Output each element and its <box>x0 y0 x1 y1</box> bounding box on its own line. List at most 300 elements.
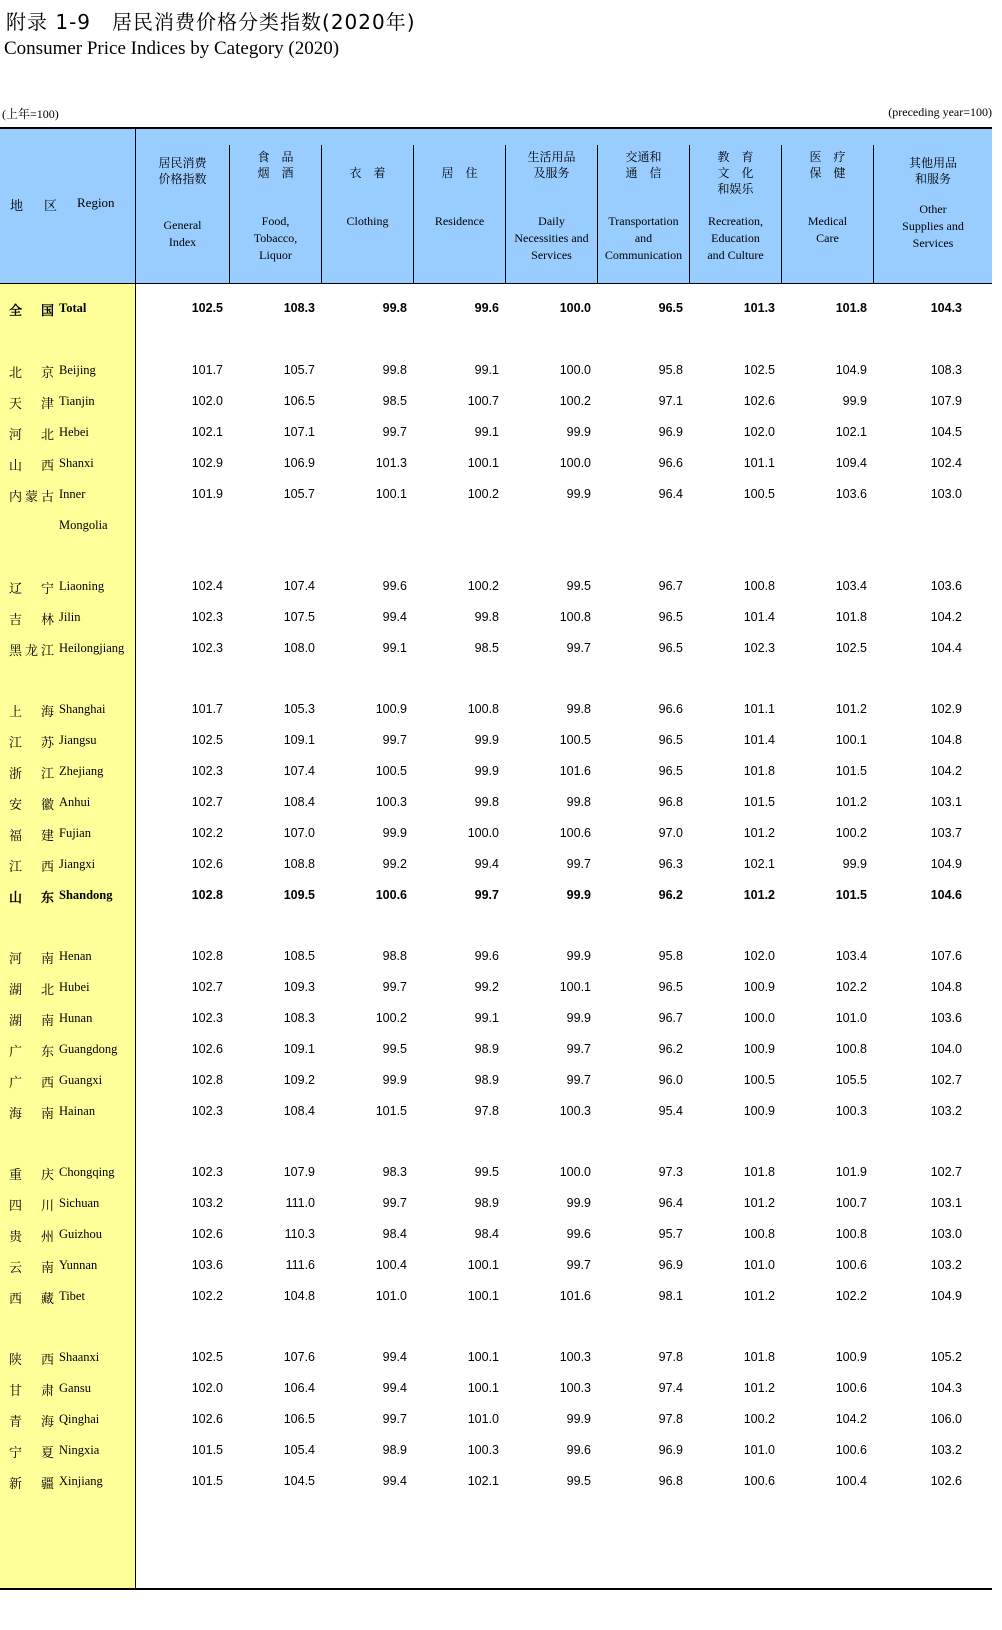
table-cell: 100.6 <box>835 1258 867 1272</box>
table-cell: 99.5 <box>474 1165 499 1179</box>
table-cell: 104.0 <box>930 1042 962 1056</box>
table-row <box>0 724 992 755</box>
table-cell: 104.4 <box>930 641 962 655</box>
table-cell: 102.7 <box>930 1165 962 1179</box>
table-cell: 100.1 <box>467 1289 499 1303</box>
table-row <box>0 1280 992 1311</box>
table-cell: 100.0 <box>559 1165 591 1179</box>
table-cell: 99.9 <box>474 764 499 778</box>
table-cell: 102.8 <box>191 1073 223 1087</box>
header-col-1 <box>229 145 321 283</box>
table-cell: 96.2 <box>658 888 683 902</box>
table-cell: 97.3 <box>658 1165 683 1179</box>
table-cell: 111.6 <box>285 1258 315 1272</box>
region-name-en: Sichuan <box>59 1196 100 1210</box>
table-cell: 101.5 <box>743 795 775 809</box>
table-cell: 103.2 <box>191 1196 223 1210</box>
table-cell: 102.5 <box>191 301 223 315</box>
table-cell: 99.4 <box>474 857 499 871</box>
table-cell: 100.3 <box>375 795 407 809</box>
table-cell: 99.7 <box>382 1196 407 1210</box>
table-cell: 99.7 <box>382 1412 407 1426</box>
table-cell: 102.0 <box>743 425 775 439</box>
table-cell: 102.0 <box>191 394 223 408</box>
table-cell: 108.3 <box>930 363 962 377</box>
table-cell: 100.1 <box>559 980 591 994</box>
table-cell: 102.6 <box>930 1474 962 1488</box>
table-cell: 102.3 <box>191 641 223 655</box>
table-cell: 100.0 <box>559 456 591 470</box>
table-cell: 99.9 <box>842 394 867 408</box>
table-cell: 96.2 <box>658 1042 683 1056</box>
table-cell: 102.3 <box>743 641 775 655</box>
table-cell: 96.0 <box>658 1073 683 1087</box>
table-cell: 100.2 <box>467 487 499 501</box>
table-cell: 99.4 <box>382 1350 407 1364</box>
header-col-0 <box>136 129 229 283</box>
header-col-3 <box>413 145 505 283</box>
unit-note-cn: (上年=100) <box>2 107 59 121</box>
table-cell: 107.1 <box>283 425 315 439</box>
table-cell: 103.6 <box>930 1011 962 1025</box>
table-row <box>0 817 992 848</box>
table-cell: 100.0 <box>743 1011 775 1025</box>
header-col-cn: 居 住 <box>441 166 478 180</box>
table-cell: 100.6 <box>375 888 407 902</box>
table-cell: 111.0 <box>285 1196 315 1210</box>
region-name-en: Ningxia <box>59 1443 100 1457</box>
table-cell: 106.4 <box>283 1381 315 1395</box>
region-name-en: Zhejiang <box>59 764 104 778</box>
table-row <box>0 786 992 817</box>
table-cell: 101.0 <box>835 1011 867 1025</box>
region-name-cn: 辽 宁 <box>9 582 58 597</box>
region-name-cn: 浙 江 <box>9 767 58 782</box>
table-cell: 99.9 <box>382 1073 407 1087</box>
table-cell: 103.0 <box>930 1227 962 1241</box>
unit-note-en: (preceding year=100) <box>888 105 992 119</box>
table-cell: 99.9 <box>566 425 591 439</box>
table-cell: 108.8 <box>283 857 315 871</box>
table-cell: 96.6 <box>658 702 683 716</box>
header-col-en: Food, Tobacco, Liquor <box>253 214 298 262</box>
table-cell: 102.9 <box>191 456 223 470</box>
table-cell: 96.5 <box>658 301 683 315</box>
table-cell: 99.8 <box>474 795 499 809</box>
table-row <box>0 1218 992 1249</box>
table-cell: 101.7 <box>191 702 223 716</box>
table-cell: 100.1 <box>467 456 499 470</box>
table-cell: 102.1 <box>467 1474 499 1488</box>
table-cell: 101.9 <box>835 1165 867 1179</box>
region-name-cn: 河 北 <box>9 428 58 443</box>
table-cell: 103.1 <box>930 795 962 809</box>
table-cell: 101.8 <box>743 764 775 778</box>
region-name-cn: 江 苏 <box>9 736 58 751</box>
table-cell: 101.5 <box>375 1104 407 1118</box>
region-name-cn: 陕 西 <box>9 1353 58 1368</box>
table-row <box>0 354 992 385</box>
table-cell: 101.8 <box>835 610 867 624</box>
table-row <box>0 478 992 509</box>
table-cell: 103.0 <box>930 487 962 501</box>
header-col-en: Recreation, Education and Culture <box>707 214 764 262</box>
table-cell: 101.5 <box>191 1443 223 1457</box>
table-cell: 99.8 <box>566 795 591 809</box>
table-cell: 97.8 <box>474 1104 499 1118</box>
table-cell: 100.1 <box>467 1381 499 1395</box>
table-cell: 99.4 <box>382 1381 407 1395</box>
region-name-en: Inner <box>59 487 86 501</box>
region-name-cn: 云 南 <box>9 1261 58 1276</box>
page-title-en: Consumer Price Indices by Category (2020) <box>4 38 340 59</box>
table-cell: 105.3 <box>283 702 315 716</box>
table-cell: 108.3 <box>283 301 315 315</box>
table-cell: 98.4 <box>382 1227 407 1241</box>
table-cell: 100.2 <box>743 1412 775 1426</box>
table-cell: 106.5 <box>283 394 315 408</box>
table-cell: 100.6 <box>835 1443 867 1457</box>
table-cell: 97.8 <box>658 1412 683 1426</box>
region-name-cn: 青 海 <box>9 1415 58 1430</box>
table-cell: 95.4 <box>658 1104 683 1118</box>
table-cell: 102.3 <box>191 764 223 778</box>
table-cell: 110.3 <box>284 1227 315 1241</box>
table-cell: 96.3 <box>658 857 683 871</box>
table-cell: 99.1 <box>382 641 407 655</box>
table-cell: 101.2 <box>743 826 775 840</box>
table-cell: 109.1 <box>283 1042 315 1056</box>
table-cell: 99.8 <box>566 702 591 716</box>
table-cell: 99.7 <box>566 857 591 871</box>
region-name-en: Mongolia <box>59 518 108 532</box>
table-cell: 100.1 <box>467 1258 499 1272</box>
region-name-en: Beijing <box>59 363 96 377</box>
table-cell: 100.8 <box>835 1042 867 1056</box>
header-region-cn: 地 区 <box>10 199 62 214</box>
table-cell: 109.5 <box>283 888 315 902</box>
table-cell: 98.9 <box>474 1196 499 1210</box>
table-cell: 105.4 <box>283 1443 315 1457</box>
table-cell: 95.8 <box>658 949 683 963</box>
table-cell: 100.2 <box>375 1011 407 1025</box>
table-cell: 100.8 <box>467 702 499 716</box>
table-cell: 100.0 <box>559 301 591 315</box>
table-cell: 108.4 <box>283 795 315 809</box>
table-cell: 101.4 <box>743 610 775 624</box>
region-name-cn: 吉 林 <box>9 613 58 628</box>
table-cell: 104.9 <box>930 857 962 871</box>
table-cell: 100.3 <box>835 1104 867 1118</box>
table-cell: 99.7 <box>566 641 591 655</box>
table-cell: 99.7 <box>566 1042 591 1056</box>
region-name-en: Xinjiang <box>59 1474 103 1488</box>
table-cell: 101.4 <box>743 733 775 747</box>
table-cell: 101.0 <box>743 1258 775 1272</box>
table-cell: 101.2 <box>835 795 867 809</box>
header-col-cn: 居民消费 价格指数 <box>158 156 207 186</box>
table-cell: 100.0 <box>467 826 499 840</box>
region-name-en: Hebei <box>59 425 89 439</box>
table-cell: 97.1 <box>658 394 683 408</box>
table-cell: 103.2 <box>930 1443 962 1457</box>
header-col-en: Daily Necessities and Services <box>514 214 589 262</box>
table-cell: 105.2 <box>930 1350 962 1364</box>
header-col-cn: 医 疗 保 健 <box>809 150 846 180</box>
table-cell: 96.7 <box>658 579 683 593</box>
table-cell: 104.9 <box>930 1289 962 1303</box>
table-cell: 103.7 <box>930 826 962 840</box>
table-cell: 100.7 <box>835 1196 867 1210</box>
table-cell: 105.7 <box>283 363 315 377</box>
region-name-en: Gansu <box>59 1381 91 1395</box>
table-cell: 103.4 <box>835 579 867 593</box>
region-name-cn: 北 京 <box>9 366 58 381</box>
region-name-cn: 湖 南 <box>9 1014 58 1029</box>
table-cell: 96.8 <box>658 795 683 809</box>
table-row <box>0 570 992 601</box>
table-cell: 102.5 <box>191 1350 223 1364</box>
table-row <box>0 632 992 663</box>
table-cell: 98.8 <box>382 949 407 963</box>
table-cell: 101.1 <box>743 702 775 716</box>
table-cell: 100.8 <box>559 610 591 624</box>
table-cell: 104.3 <box>930 1381 962 1395</box>
table-cell: 101.8 <box>743 1165 775 1179</box>
region-name-en: Hainan <box>59 1104 96 1118</box>
table-cell: 100.6 <box>743 1474 775 1488</box>
region-name-en: Hunan <box>59 1011 93 1025</box>
region-name-cn: 新 疆 <box>9 1477 58 1492</box>
table-cell: 107.6 <box>930 949 962 963</box>
table-cell: 99.6 <box>474 301 499 315</box>
table-cell: 99.7 <box>382 733 407 747</box>
region-name-en: Total <box>59 301 87 315</box>
table-cell: 101.3 <box>375 456 407 470</box>
table-cell: 101.0 <box>375 1289 407 1303</box>
region-name-en: Shaanxi <box>59 1350 100 1364</box>
table-header <box>136 129 992 284</box>
table-row <box>0 971 992 1002</box>
header-col-2 <box>321 145 413 283</box>
table-cell: 101.7 <box>191 363 223 377</box>
table-cell: 100.9 <box>375 702 407 716</box>
table-cell: 100.8 <box>835 1227 867 1241</box>
table-cell: 100.6 <box>559 826 591 840</box>
table-cell: 104.6 <box>930 888 962 902</box>
header-col-en: Residence <box>434 214 485 228</box>
table-cell: 103.1 <box>930 1196 962 1210</box>
table-cell: 99.1 <box>474 1011 499 1025</box>
header-col-cn: 食 品 烟 酒 <box>257 150 294 180</box>
region-name-cn: 安 徽 <box>9 798 58 813</box>
table-cell: 100.9 <box>835 1350 867 1364</box>
region-name-en: Heilongjiang <box>59 641 125 655</box>
region-name-cn: 内蒙古 <box>9 490 58 505</box>
region-name-en: Yunnan <box>59 1258 98 1272</box>
region-name-en: Shanghai <box>59 702 106 716</box>
table-cell: 99.9 <box>842 857 867 871</box>
table-row <box>0 940 992 971</box>
table-cell: 99.6 <box>382 579 407 593</box>
table-cell: 102.8 <box>191 949 223 963</box>
region-name-en: Anhui <box>59 795 91 809</box>
table-cell: 107.0 <box>283 826 315 840</box>
header-col-en: Transportation and Communication <box>604 214 683 262</box>
table-row <box>0 1095 992 1126</box>
table-cell: 102.2 <box>191 826 223 840</box>
table-cell: 100.7 <box>467 394 499 408</box>
table-cell: 102.6 <box>743 394 775 408</box>
table-cell: 102.7 <box>930 1073 962 1087</box>
table-cell: 99.5 <box>382 1042 407 1056</box>
header-col-en: Medical Care <box>807 214 848 245</box>
region-name-cn: 广 西 <box>9 1076 58 1091</box>
table-cell: 96.5 <box>658 641 683 655</box>
table-cell: 104.3 <box>930 301 962 315</box>
table-cell: 102.6 <box>191 1412 223 1426</box>
region-name-en: Guizhou <box>59 1227 103 1241</box>
table-row <box>0 1249 992 1280</box>
region-name-cn: 湖 北 <box>9 983 58 998</box>
table-cell: 102.3 <box>191 1104 223 1118</box>
table-cell: 99.6 <box>566 1227 591 1241</box>
table-row <box>0 693 992 724</box>
table-row <box>0 447 992 478</box>
table-cell: 102.6 <box>191 1042 223 1056</box>
table-cell: 102.3 <box>191 1011 223 1025</box>
table-cell: 99.9 <box>566 1412 591 1426</box>
table-cell: 100.2 <box>835 826 867 840</box>
table-cell: 109.2 <box>283 1073 315 1087</box>
table-row <box>0 1403 992 1434</box>
table-cell: 104.2 <box>930 610 962 624</box>
region-name-cn: 甘 肃 <box>9 1384 58 1399</box>
table-cell: 100.8 <box>743 579 775 593</box>
table-cell: 96.9 <box>658 1443 683 1457</box>
table-cell: 103.6 <box>191 1258 223 1272</box>
table-cell: 99.6 <box>474 949 499 963</box>
table-cell: 100.4 <box>375 1258 407 1272</box>
table-cell: 103.6 <box>835 487 867 501</box>
table-cell: 102.0 <box>743 949 775 963</box>
table-cell: 100.0 <box>559 363 591 377</box>
table-row <box>0 879 992 910</box>
table-cell: 100.5 <box>559 733 591 747</box>
region-name-en: Guangdong <box>59 1042 118 1056</box>
table-cell: 99.4 <box>382 1474 407 1488</box>
table-cell: 96.7 <box>658 1011 683 1025</box>
table-cell: 98.9 <box>382 1443 407 1457</box>
region-name-cn: 福 建 <box>9 829 58 844</box>
table-cell: 103.4 <box>835 949 867 963</box>
table-cell: 100.1 <box>835 733 867 747</box>
table-cell: 108.3 <box>283 1011 315 1025</box>
table-cell: 100.1 <box>375 487 407 501</box>
table-cell: 95.7 <box>658 1227 683 1241</box>
table-row <box>0 385 992 416</box>
table-row <box>0 1372 992 1403</box>
table-cell: 96.5 <box>658 980 683 994</box>
table-cell: 102.0 <box>191 1381 223 1395</box>
table-row <box>0 1002 992 1033</box>
table-cell: 102.4 <box>930 456 962 470</box>
region-name-en: Shandong <box>59 888 113 902</box>
table-cell: 99.8 <box>382 363 407 377</box>
table-cell: 100.1 <box>467 1350 499 1364</box>
region-name-cn: 四 川 <box>9 1199 58 1214</box>
table-cell: 102.5 <box>743 363 775 377</box>
region-name-cn: 山 西 <box>9 459 58 474</box>
table-cell: 109.4 <box>835 456 867 470</box>
table-cell: 102.2 <box>835 980 867 994</box>
table-cell: 96.4 <box>658 1196 683 1210</box>
table-cell: 98.3 <box>382 1165 407 1179</box>
table-cell: 105.7 <box>283 487 315 501</box>
region-name-en: Liaoning <box>59 579 105 593</box>
table-cell: 99.8 <box>382 301 407 315</box>
table-cell: 99.9 <box>566 888 591 902</box>
region-name-cn: 全 国 <box>9 304 58 319</box>
region-name-en: Fujian <box>59 826 91 840</box>
table-row <box>0 848 992 879</box>
region-name-en: Hubei <box>59 980 90 994</box>
table-cell: 97.8 <box>658 1350 683 1364</box>
table-cell: 102.6 <box>191 1227 223 1241</box>
table-cell: 101.1 <box>743 456 775 470</box>
table-cell: 102.3 <box>191 610 223 624</box>
table-cell: 103.6 <box>930 579 962 593</box>
region-name-en: Shanxi <box>59 456 94 470</box>
region-name-en: Tianjin <box>59 394 95 408</box>
table-cell: 99.9 <box>382 826 407 840</box>
table-cell: 100.3 <box>559 1104 591 1118</box>
header-col-7 <box>781 145 873 283</box>
table-cell: 101.0 <box>743 1443 775 1457</box>
table-cell: 98.1 <box>658 1289 683 1303</box>
region-name-cn: 重 庆 <box>9 1168 58 1183</box>
table-cell: 100.2 <box>559 394 591 408</box>
table-cell: 101.5 <box>835 764 867 778</box>
table-cell: 100.4 <box>835 1474 867 1488</box>
table-cell: 109.1 <box>283 733 315 747</box>
table-cell: 99.7 <box>474 888 499 902</box>
region-name-cn: 贵 州 <box>9 1230 58 1245</box>
table-row <box>0 755 992 786</box>
table-cell: 102.1 <box>191 425 223 439</box>
table-cell: 107.9 <box>930 394 962 408</box>
table-cell: 102.9 <box>930 702 962 716</box>
table-row <box>0 1064 992 1095</box>
table-cell: 107.4 <box>283 764 315 778</box>
page-title-cn: 附录 1-9 居民消费价格分类指数(2020年) <box>6 10 416 34</box>
table-cell: 96.8 <box>658 1474 683 1488</box>
table-cell: 97.0 <box>658 826 683 840</box>
table-row <box>0 1341 992 1372</box>
table-cell: 101.2 <box>743 888 775 902</box>
table-cell: 103.2 <box>930 1104 962 1118</box>
header-col-cn: 衣 着 <box>349 166 386 180</box>
table-cell: 99.8 <box>474 610 499 624</box>
table-cell: 100.6 <box>835 1381 867 1395</box>
table-row <box>0 292 992 323</box>
table-cell: 103.2 <box>930 1258 962 1272</box>
table-cell: 95.8 <box>658 363 683 377</box>
region-name-cn: 宁 夏 <box>9 1446 58 1461</box>
header-col-cn: 生活用品 及服务 <box>527 150 576 180</box>
table-cell: 99.2 <box>474 980 499 994</box>
table-cell: 98.9 <box>474 1042 499 1056</box>
